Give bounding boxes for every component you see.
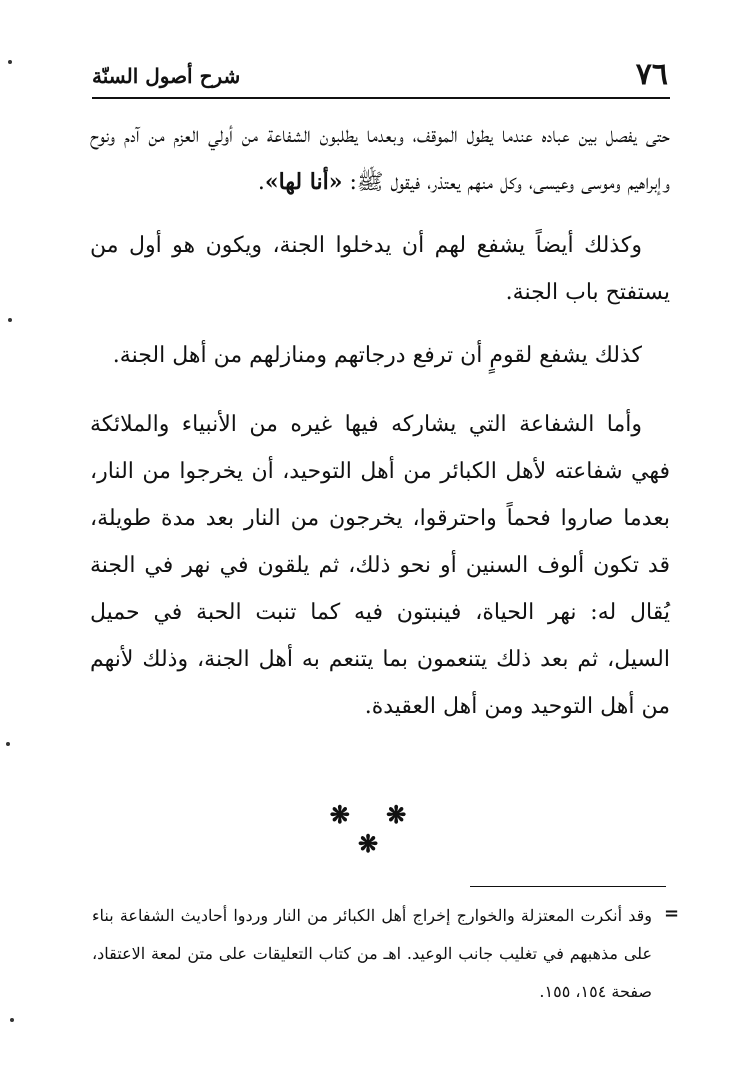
scan-speck [6, 742, 10, 746]
paragraph-1-line-1: حتى يفصل بين عباده عندما يطول الموقف، وبعدما يطلبون [319, 123, 670, 148]
footnote-continuation-mark: = [664, 903, 680, 924]
paragraph-1-line-2: الشفاعة من أولي العزم من آدم ونوح وإبراهيم وموسى وعيسى، [90, 123, 670, 195]
page-number: ٧٦ [635, 57, 668, 92]
section-separator: ❋ ❋ ❋ [329, 800, 421, 858]
body-text [90, 112, 670, 730]
paragraph-1-line-3: وكل منهم يعتذر، فيقول ﷺ: [342, 170, 522, 195]
paragraph-3: كذلك يشفع لقومٍ أن ترفع درجاتهم ومنازلهم من أهل الجنة. [112, 343, 642, 368]
hadith-quote: «أنا لها» [264, 169, 343, 195]
scan-speck [8, 60, 12, 64]
paragraph-2: وكذلك أيضاً يشفع لهم أن يدخلوا الجنة، ويكون هو أول من يستفتح باب الجنة. [90, 233, 670, 305]
scan-speck [8, 318, 12, 322]
scan-speck [10, 1018, 14, 1022]
running-title: شرح أصول السنّة [92, 64, 241, 88]
footnote-rule [470, 886, 666, 887]
footnote: وقد أنكرت المعتزلة والخوارج إخراج أهل الكبائر من النار وردوا أحاديث الشفاعة بناء على مذهبهم في تغليب جانب الوعيد. اهـ من كتاب التعليقات على متن لمعة الاعتقاد، صفحة ١٥٤، ١٥٥. [92, 906, 652, 1001]
page-header [92, 55, 670, 95]
paragraph-4: وأما الشفاعة التي يشاركه فيها غيره من الأنبياء والملائكة فهي شفاعته لأهل الكبائر من أهل التوحيد، أن يخرجوا من النار، بعدما صاروا فحماً واحترقوا، يخرجون من النار بعد مدة طويلة، قد تكون ألوف السنين أو نحو ذلك، ثم يلقون في نهر في الجنة يُقال له: نهر الحياة، فينبتون فيه كما تنبت الحبة في حميل السيل، ثم بعد ذلك يتنعمون بما يتنعم به أهل الجنة، وذلك لأنهم من أهل التوحيد ومن أهل العقيدة. [90, 412, 670, 719]
header-rule [92, 97, 670, 99]
paragraph-1 [90, 112, 670, 206]
paragraph-1-end: . [257, 170, 265, 195]
